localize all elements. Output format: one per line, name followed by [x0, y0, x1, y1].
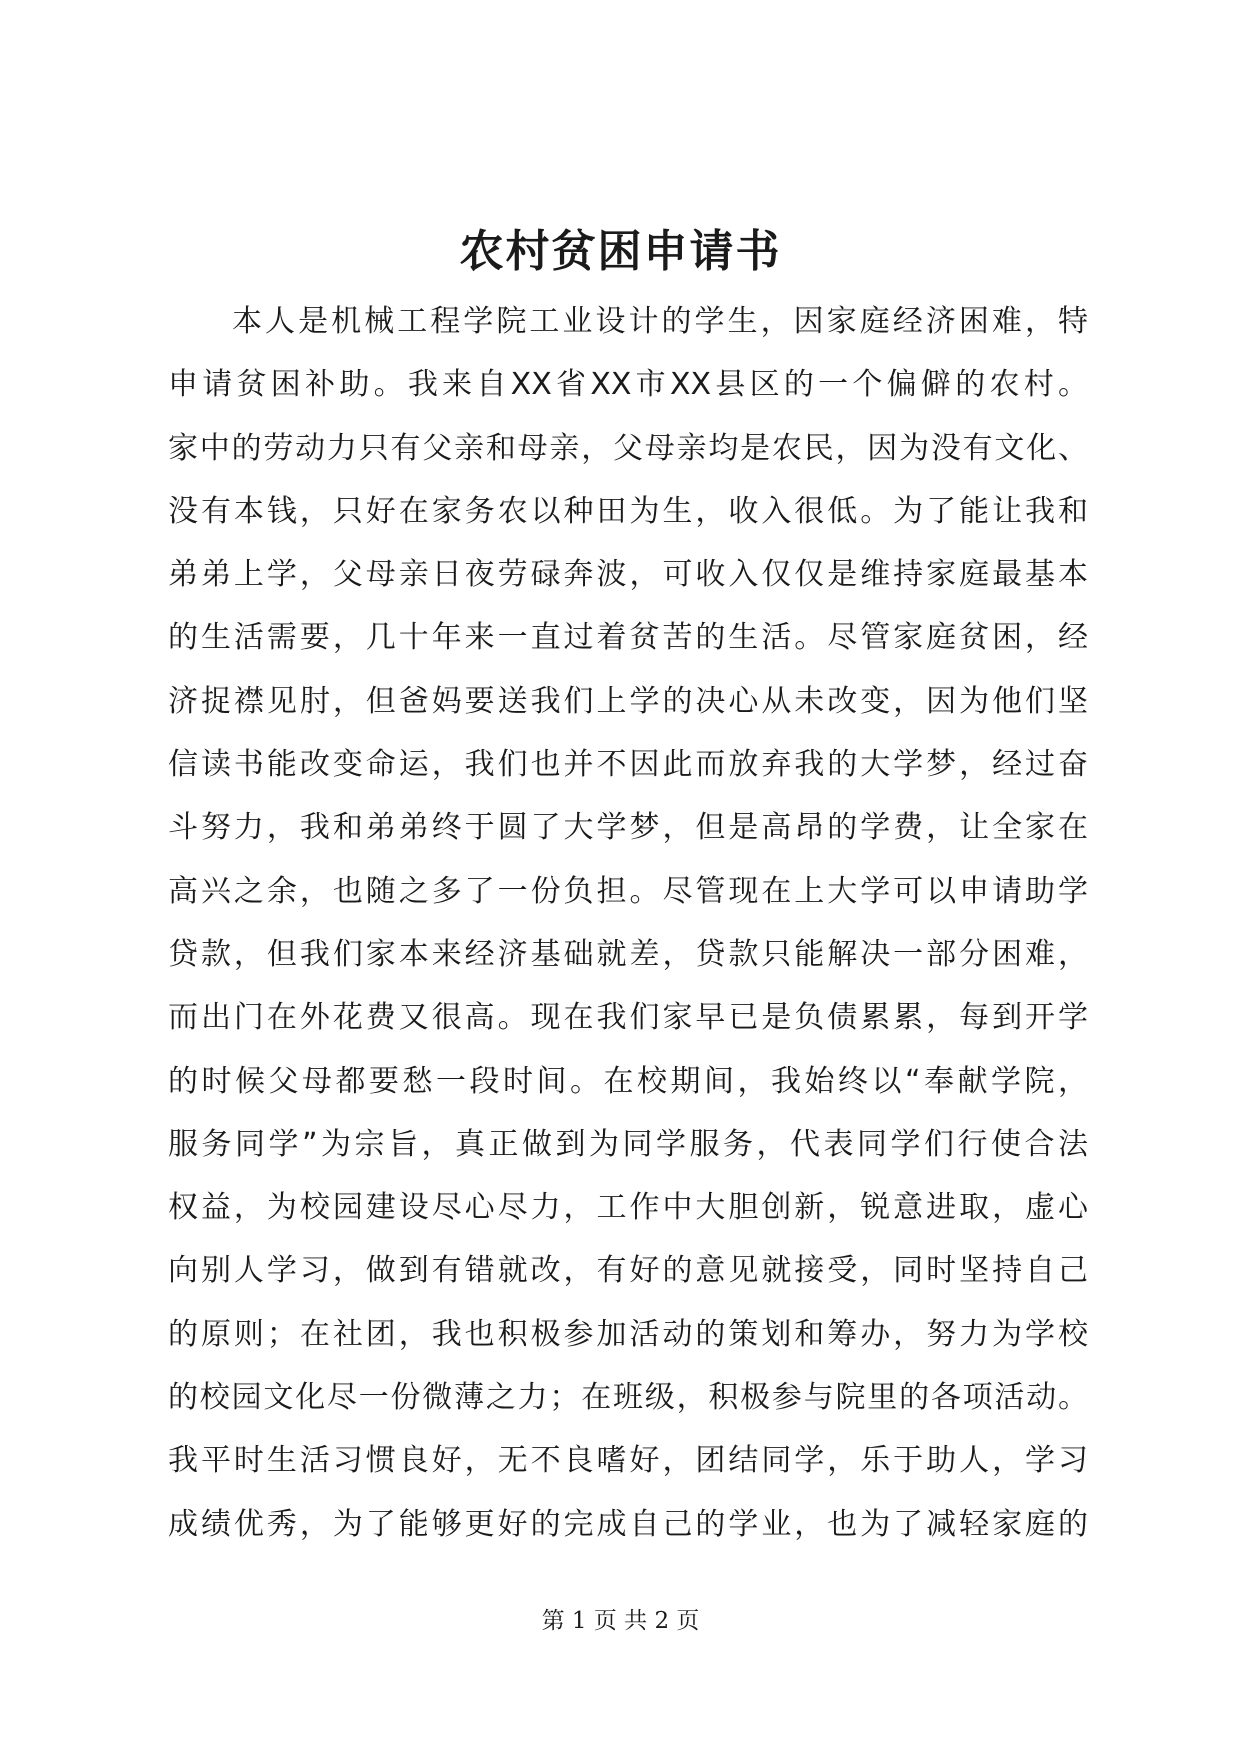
body-line: 贷款，但我们家本来经济基础就差，贷款只能解决一部分困难，: [168, 936, 1088, 972]
page-footer: 第 1 页 共 2 页: [541, 1608, 700, 1634]
body-line: 的原则；在社团，我也积极参加活动的策划和筹办，努力为学校: [168, 1316, 1088, 1352]
body-line: 的时候父母都要愁一段时间。在校期间，我始终以“奉献学院，: [168, 1063, 1088, 1099]
body-line: 权益，为校园建设尽心尽力，工作中大胆创新，锐意进取，虚心: [168, 1190, 1088, 1226]
body-line: 高兴之余，也随之多了一份负担。尽管现在上大学可以申请助学: [168, 873, 1088, 909]
body-line: 我平时生活习惯良好，无不良嗜好，团结同学，乐于助人，学习: [168, 1443, 1088, 1479]
body-line: 向别人学习，做到有错就改，有好的意见就接受，同时坚持自己: [168, 1253, 1088, 1289]
body-line: 本人是机械工程学院工业设计的学生，因家庭经济困难，特: [232, 304, 1088, 339]
body-line: 申请贫困补助。我来自XX省XX市XX县区的一个偏僻的农村。: [168, 367, 1088, 403]
body-line: 济捉襟见肘，但爸妈要送我们上学的决心从未改变，因为他们坚: [168, 683, 1088, 719]
body-line: 的生活需要，几十年来一直过着贫苦的生活。尽管家庭贫困，经: [168, 620, 1088, 656]
body-line: 弟弟上学，父母亲日夜劳碌奔波，可收入仅仅是维持家庭最基本: [168, 557, 1088, 593]
body-line: 成绩优秀，为了能够更好的完成自己的学业，也为了减轻家庭的: [168, 1506, 1088, 1542]
body-line: 没有本钱，只好在家务农以种田为生，收入很低。为了能让我和: [168, 493, 1088, 529]
document-body: [168, 290, 1088, 1556]
body-line: 斗努力，我和弟弟终于圆了大学梦，但是高昂的学费，让全家在: [168, 810, 1088, 846]
body-line: 的校园文化尽一份微薄之力；在班级，积极参与院里的各项活动。: [168, 1380, 1088, 1416]
body-line: 而出门在外花费又很高。现在我们家早已是负债累累，每到开学: [168, 1000, 1088, 1036]
body-line: 信读书能改变命运，我们也并不因此而放弃我的大学梦，经过奋: [168, 747, 1088, 783]
body-line: 服务同学”为宗旨，真正做到为同学服务，代表同学们行使合法: [168, 1126, 1088, 1162]
body-line: 家中的劳动力只有父亲和母亲，父母亲均是农民，因为没有文化、: [168, 430, 1088, 466]
document-title: 农村贫困申请书: [459, 226, 782, 277]
